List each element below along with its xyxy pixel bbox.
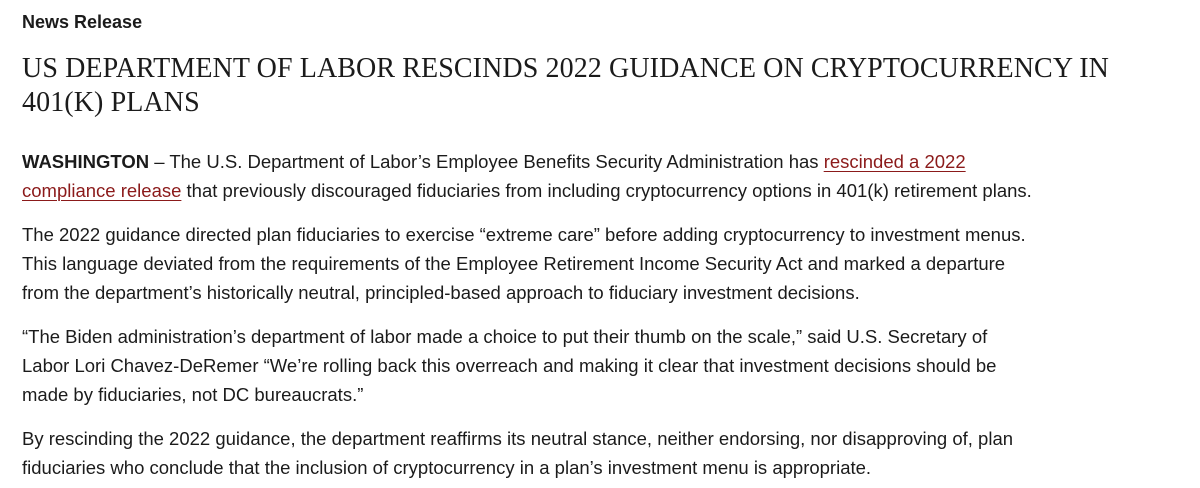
dateline: WASHINGTON — [22, 151, 150, 172]
article-title: US DEPARTMENT OF LABOR RESCINDS 2022 GUIDANCE ON CRYPTOCURRENCY IN 401(K) PLANS — [22, 53, 1109, 118]
paragraph-1-text-after-link: that previously discouraged fiduciaries from including cryptocurrency options in 401(k) retirement plans. — [181, 180, 1032, 201]
paragraph-4: By rescinding the 2022 guidance, the department reaffirms its neutral stance, neither endorsing, nor disapproving of, plan fiduciaries who conclude that the inclusion of cryptocurrency in a plan’s investment menu is appropriate. — [22, 428, 1014, 478]
section-label: News Release — [22, 12, 143, 32]
paragraph-3: “The Biden administration’s department of labor made a choice to put their thumb on the scale,” said U.S. Secretary of Labor Lori Chavez-DeRemer “We’re rolling back this overreach and making it clear that investment decisions should be made by fiduciaries, not DC bureaucrats.” — [22, 326, 997, 405]
compliance-release-link[interactable]: rescinded a 2022 compliance release — [22, 151, 966, 201]
paragraph-1-text-before-link: – The U.S. Department of Labor’s Employee Benefits Security Administration has — [149, 151, 824, 172]
paragraph-2: The 2022 guidance directed plan fiduciaries to exercise “extreme care” before adding cryptocurrency to investment menus. This language deviated from the requirements of the Employee Retirement Income Security Act and marked a departure from the department’s historically neutral, principled-based approach to fiduciary investment decisions. — [22, 224, 1026, 303]
paragraph-1 — [22, 147, 1032, 205]
news-release-article — [22, 10, 1182, 482]
